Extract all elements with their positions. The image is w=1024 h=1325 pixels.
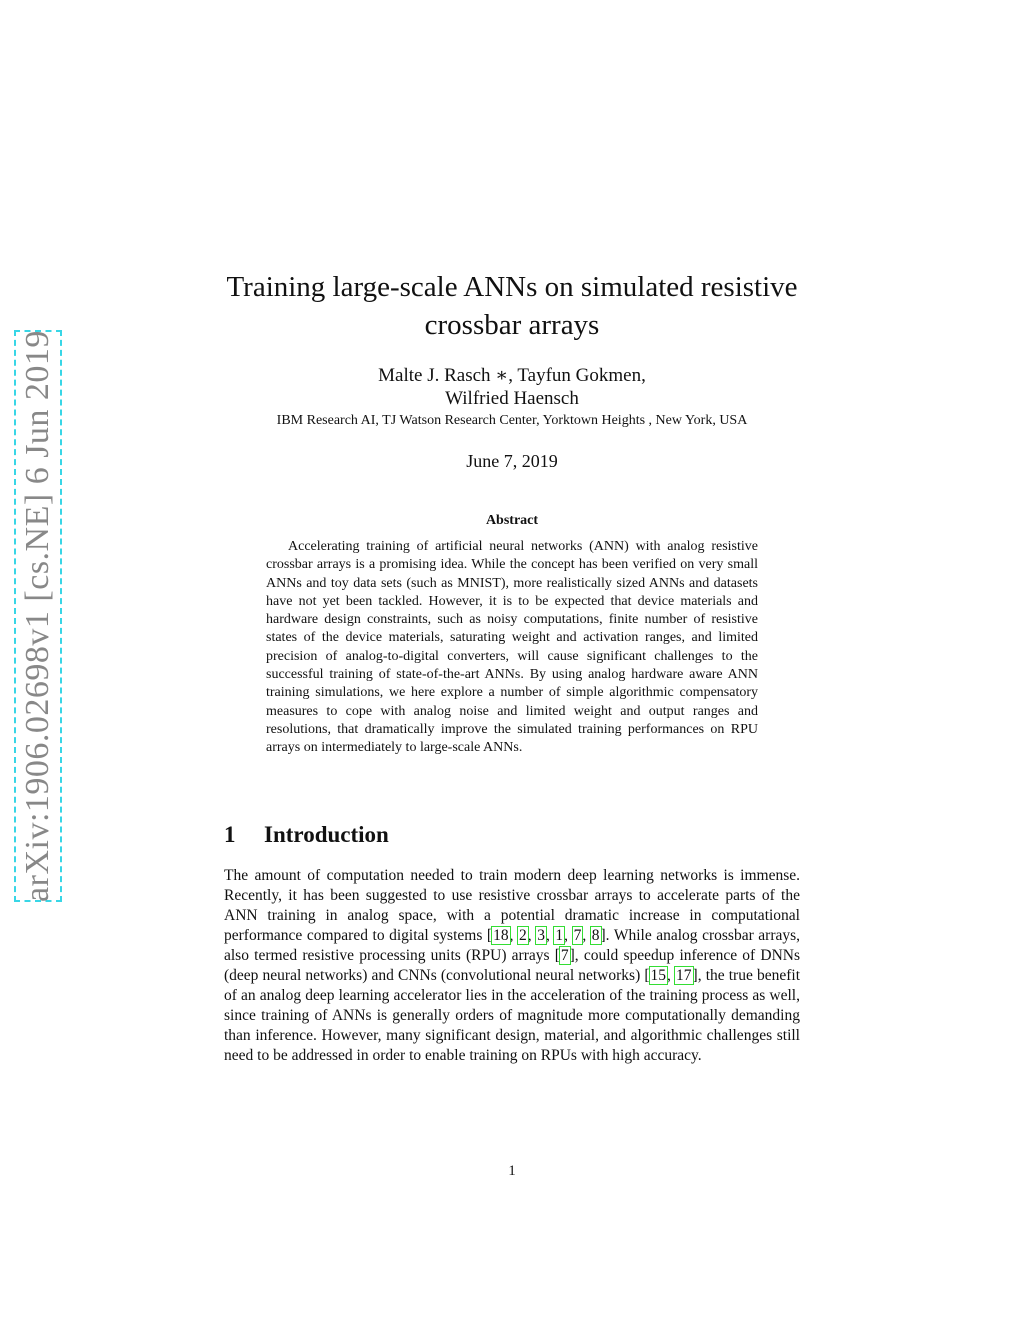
intro-text-4: ], the true benefit of an analog deep learning accelerator lies in the acceleration of the training process as well, since training of ANNs is generally orders of magnitude more computationally demanding than inference. However, many significant design, material, and algorithmic challenges still need to be addressed in order to enable training on RPUs with high accuracy. bbox=[224, 967, 801, 1064]
authors-line-1: Malte J. Rasch ∗, Tayfun Gokmen, bbox=[378, 365, 646, 386]
abstract-text: Accelerating training of artificial neural networks (ANN) with analog resistive crossbar arrays is a promising idea. While the concept has been verified on very small ANNs and toy data sets (such as MNIST), more realistically sized ANNs and datasets have not yet been tackled. However, it is to be expected that device materials and hardware design constraints, such as noisy computations, finite number of resistive states of the device materials, saturating weight and activation ranges, and limited precision of analog-to-digital converters, will cause significant challenges to the successful training of state-of-the-art ANNs. By using analog hardware aware ANN training simulations, we here explore a number of simple algorithmic compensatory measures to cope with analog noise and limited weight and output ranges and resolutions, that dramatically improve the simulated training performances on RPU arrays on intermediately to large-scale ANNs. bbox=[266, 539, 758, 756]
arxiv-stamp-text: arXiv:1906.02698v1 [cs.NE] 6 Jun 2019 bbox=[19, 330, 56, 902]
citation-link[interactable]: 1 bbox=[555, 927, 564, 944]
citation-separator: , bbox=[582, 927, 591, 944]
citation-separator: , bbox=[527, 927, 537, 944]
citation-link[interactable]: 7 bbox=[560, 947, 569, 964]
intro-paragraph bbox=[224, 866, 800, 1066]
citation-link[interactable]: 3 bbox=[537, 927, 545, 944]
citation-link[interactable]: 17 bbox=[676, 967, 692, 984]
citation-separator: , bbox=[509, 927, 519, 944]
citation-link[interactable]: 7 bbox=[573, 927, 582, 944]
paper-title: Training large-scale ANNs on simulated resistive crossbar arrays bbox=[226, 271, 798, 341]
authors-line-2: Wilfried Haensch bbox=[445, 388, 579, 409]
author-list bbox=[200, 364, 824, 410]
citation-link[interactable]: 18 bbox=[493, 927, 509, 944]
intro-text-1: The amount of computation needed to train modern deep learning networks is immense. Recently, it has been suggested to use resistive crossbar arrays to accelerate parts of the ANN training in analog space, with a potential dramatic increase in computational performance compared to digital systems [ bbox=[224, 867, 800, 944]
citation-separator: , bbox=[667, 967, 676, 984]
section-heading bbox=[224, 820, 389, 850]
intro-text-2: ]. While analog crossbar arrays, also termed resistive processing units (RPU) arrays [ bbox=[224, 927, 801, 964]
page-number: 1 bbox=[508, 1163, 516, 1179]
citation-separator: , bbox=[564, 927, 573, 944]
section-number: 1 bbox=[224, 822, 236, 847]
citation-link[interactable]: 2 bbox=[519, 927, 527, 944]
abstract-heading: Abstract bbox=[485, 513, 539, 528]
section-title: Introduction bbox=[264, 822, 389, 847]
citation-link[interactable]: 8 bbox=[591, 927, 600, 944]
arxiv-stamp[interactable] bbox=[14, 330, 62, 902]
affiliation: IBM Research AI, TJ Watson Research Center, Yorktown Heights , New York, USA bbox=[276, 413, 748, 428]
intro-text-3: ], could speedup inference of DNNs (deep neural networks) and CNNs (convolutional neural networks) [ bbox=[224, 947, 801, 984]
citation-separator: , bbox=[545, 927, 555, 944]
publication-date: June 7, 2019 bbox=[466, 451, 558, 471]
citation-link[interactable]: 15 bbox=[650, 967, 667, 984]
